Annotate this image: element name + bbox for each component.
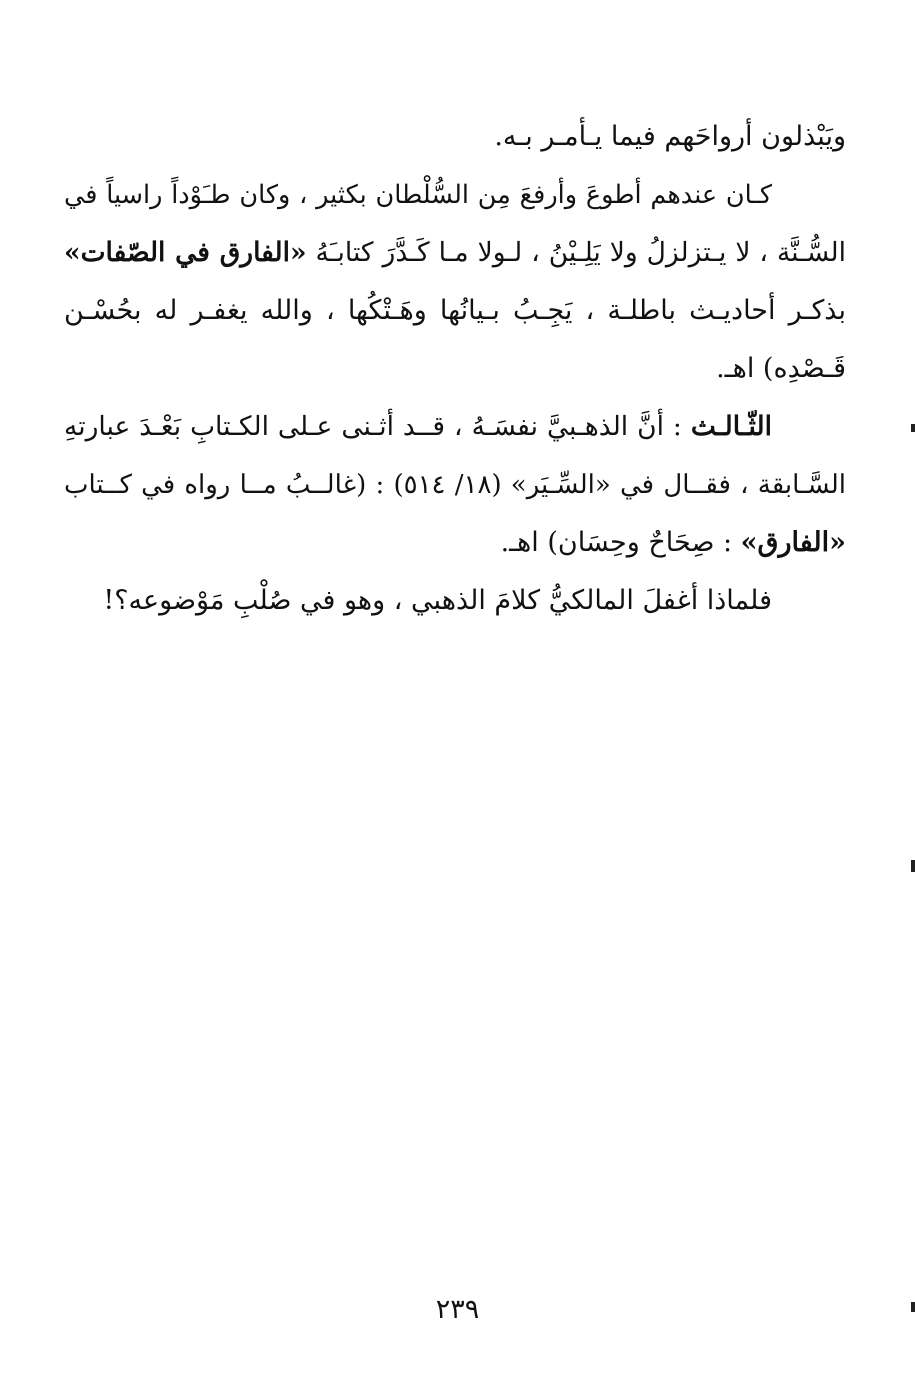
text-line bbox=[64, 108, 846, 166]
text-segment: : صِحَاحٌ وحِسَان) اهـ. bbox=[500, 527, 741, 558]
page-number: ٢٣٩ bbox=[435, 1294, 480, 1325]
text-segment: فلماذا أغفلَ المالكيُّ كلامَ الذهبي ، وهو في صُلْبِ مَوْضوعه؟! bbox=[103, 585, 772, 616]
scan-edge-mark bbox=[911, 1302, 915, 1312]
text-segment: السَّـابقة ، فقــال في «السِّـيَر» (١٨/ ٥١٤) : (غالــبُ مــا رواه في كــتاب bbox=[64, 470, 846, 500]
section-heading: الثّـالـث bbox=[690, 411, 772, 442]
scan-edge-mark bbox=[911, 860, 915, 872]
text-line bbox=[64, 282, 846, 340]
scan-edge-mark bbox=[911, 424, 915, 432]
text-segment: بذكـر أحاديـث باطلـة ، يَجِـبُ بـيانُها وهَـتْكُها ، والله يغفـر له بحُسْـن bbox=[64, 295, 846, 326]
text-line bbox=[64, 456, 846, 514]
body-text bbox=[64, 108, 846, 630]
text-line bbox=[64, 572, 846, 630]
text-segment: كـان عندهم أطوعَ وأرفعَ مِن السُّلْطان بكثير ، وكان طـَوْداً راسياً في bbox=[64, 180, 772, 210]
text-line bbox=[64, 398, 846, 456]
text-line bbox=[64, 224, 846, 282]
book-title: «الفارق في الصّفات» bbox=[64, 237, 307, 268]
text-segment: : أنَّ الذهـبيَّ نفسَـهُ ، قــد أثـنى عـلى الكـتابِ بَعْـدَ عبارتهِ bbox=[64, 411, 691, 442]
text-segment: السُّـنَّة ، لا يـتزلزلُ ولا يَلِـيْنُ ، لـولا مـا كَـدَّرَ كتابـَهُ bbox=[306, 237, 846, 268]
text-segment: ويَبْذلون أرواحَهم فيما يـأمـر بـه. bbox=[494, 121, 846, 152]
text-line bbox=[64, 166, 846, 224]
text-line bbox=[64, 340, 846, 398]
text-segment: قَـصْدِه) اهـ. bbox=[716, 353, 846, 384]
book-title: «الفارق» bbox=[740, 527, 846, 558]
text-line bbox=[64, 514, 846, 572]
